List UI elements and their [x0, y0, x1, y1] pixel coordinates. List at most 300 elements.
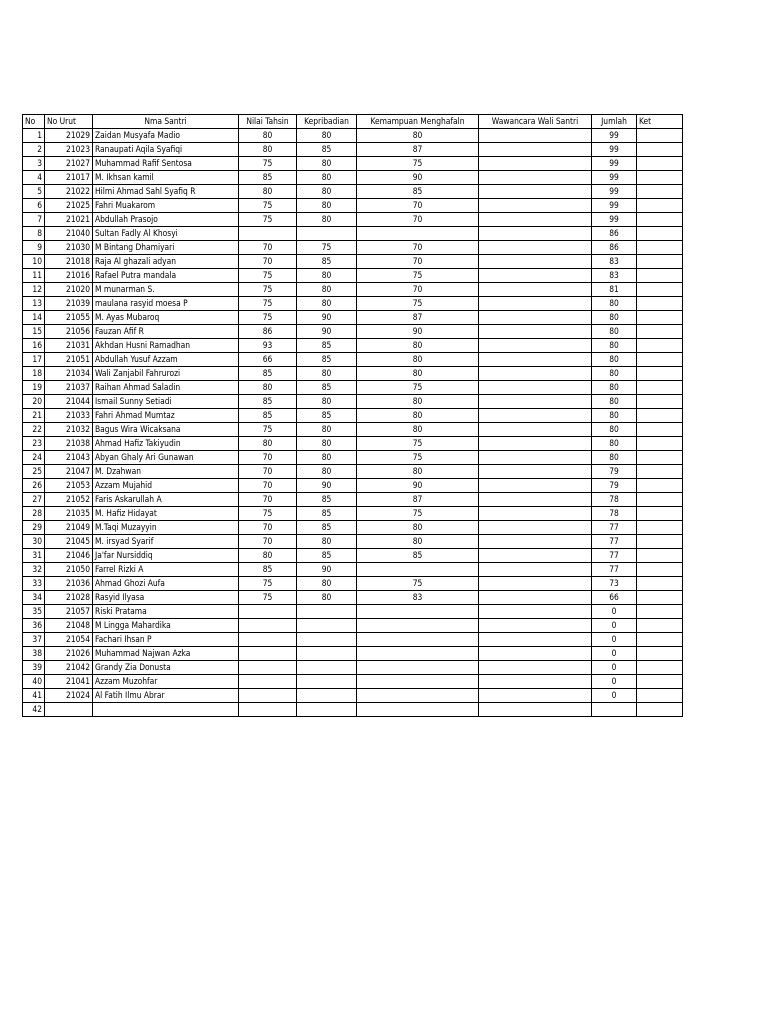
- cell-no-urut: 21052: [45, 493, 93, 507]
- header-wawancara-wali-santri: Wawancara Wali Santri: [479, 115, 592, 129]
- cell-no-urut: [45, 703, 93, 717]
- cell-kemampuan-menghafal: 80: [357, 409, 479, 423]
- cell-nama-santri: M munarman S.: [93, 283, 239, 297]
- cell-kepribadian: 80: [297, 199, 357, 213]
- cell-no-urut: 21053: [45, 479, 93, 493]
- table-row: [23, 479, 683, 493]
- table-row: [23, 339, 683, 353]
- table-row: [23, 171, 683, 185]
- cell-ket: [637, 269, 683, 283]
- cell-nilai-tahsin: 75: [239, 507, 297, 521]
- cell-no-urut: 21040: [45, 227, 93, 241]
- cell-no: 13: [23, 297, 45, 311]
- cell-wawancara: [479, 241, 592, 255]
- cell-no: 22: [23, 423, 45, 437]
- cell-kemampuan-menghafal: 80: [357, 465, 479, 479]
- table-row: [23, 605, 683, 619]
- cell-kemampuan-menghafal: 70: [357, 283, 479, 297]
- cell-wawancara: [479, 647, 592, 661]
- cell-jumlah: 86: [592, 241, 637, 255]
- cell-wawancara: [479, 465, 592, 479]
- cell-no-urut: 21028: [45, 591, 93, 605]
- cell-jumlah: 80: [592, 325, 637, 339]
- cell-no: 28: [23, 507, 45, 521]
- cell-no: 9: [23, 241, 45, 255]
- cell-no: 39: [23, 661, 45, 675]
- cell-nama-santri: Riski Pratama: [93, 605, 239, 619]
- table-row: [23, 675, 683, 689]
- header-no-urut: No Urut: [45, 115, 93, 129]
- table-row: [23, 409, 683, 423]
- cell-ket: [637, 311, 683, 325]
- cell-nama-santri: Farrel Rizki A: [93, 563, 239, 577]
- cell-wawancara: [479, 493, 592, 507]
- cell-ket: [637, 549, 683, 563]
- cell-no: 26: [23, 479, 45, 493]
- cell-no-urut: 21044: [45, 395, 93, 409]
- table-row: [23, 493, 683, 507]
- cell-ket: [637, 479, 683, 493]
- cell-nilai-tahsin: 75: [239, 577, 297, 591]
- cell-jumlah: 80: [592, 297, 637, 311]
- cell-jumlah: 80: [592, 311, 637, 325]
- cell-wawancara: [479, 311, 592, 325]
- cell-no-urut: 21036: [45, 577, 93, 591]
- cell-ket: [637, 563, 683, 577]
- cell-ket: [637, 255, 683, 269]
- cell-ket: [637, 647, 683, 661]
- cell-nama-santri: M Bintang Dhamiyari: [93, 241, 239, 255]
- cell-nama-santri: Ja'far Nursiddiq: [93, 549, 239, 563]
- cell-ket: [637, 339, 683, 353]
- cell-kepribadian: [297, 647, 357, 661]
- cell-nama-santri: Azzam Muzohfar: [93, 675, 239, 689]
- cell-ket: [637, 185, 683, 199]
- cell-no-urut: 21026: [45, 647, 93, 661]
- cell-ket: [637, 227, 683, 241]
- cell-jumlah: 83: [592, 269, 637, 283]
- table-row: [23, 381, 683, 395]
- cell-nilai-tahsin: 80: [239, 143, 297, 157]
- cell-ket: [637, 423, 683, 437]
- cell-kemampuan-menghafal: 75: [357, 269, 479, 283]
- cell-kemampuan-menghafal: 75: [357, 437, 479, 451]
- cell-nilai-tahsin: 85: [239, 409, 297, 423]
- cell-wawancara: [479, 143, 592, 157]
- table-row: [23, 451, 683, 465]
- cell-jumlah: 77: [592, 535, 637, 549]
- cell-no: 41: [23, 689, 45, 703]
- cell-kemampuan-menghafal: 90: [357, 479, 479, 493]
- table-row: [23, 619, 683, 633]
- cell-kemampuan-menghafal: 90: [357, 171, 479, 185]
- cell-ket: [637, 591, 683, 605]
- cell-wawancara: [479, 269, 592, 283]
- cell-kemampuan-menghafal: 83: [357, 591, 479, 605]
- cell-kemampuan-menghafal: 85: [357, 549, 479, 563]
- cell-jumlah: 77: [592, 549, 637, 563]
- cell-ket: [637, 437, 683, 451]
- cell-jumlah: 0: [592, 661, 637, 675]
- cell-nama-santri: M. Ayas Mubaroq: [93, 311, 239, 325]
- cell-wawancara: [479, 535, 592, 549]
- cell-nama-santri: Rasyid Ilyasa: [93, 591, 239, 605]
- cell-wawancara: [479, 633, 592, 647]
- cell-nama-santri: Abdullah Prasojo: [93, 213, 239, 227]
- cell-nama-santri: Ranaupati Aqila Syafiqi: [93, 143, 239, 157]
- cell-wawancara: [479, 325, 592, 339]
- cell-nilai-tahsin: 66: [239, 353, 297, 367]
- cell-kemampuan-menghafal: 90: [357, 325, 479, 339]
- header-ket: Ket: [637, 115, 683, 129]
- cell-nilai-tahsin: 70: [239, 521, 297, 535]
- cell-no: 10: [23, 255, 45, 269]
- table-row: [23, 633, 683, 647]
- cell-jumlah: 0: [592, 605, 637, 619]
- cell-jumlah: 66: [592, 591, 637, 605]
- cell-no: 32: [23, 563, 45, 577]
- cell-jumlah: 81: [592, 283, 637, 297]
- cell-no: 2: [23, 143, 45, 157]
- cell-no-urut: 21024: [45, 689, 93, 703]
- cell-jumlah: 78: [592, 507, 637, 521]
- cell-nama-santri: Wali Zanjabil Fahrurozi: [93, 367, 239, 381]
- cell-kepribadian: [297, 227, 357, 241]
- cell-kepribadian: [297, 703, 357, 717]
- cell-nilai-tahsin: 75: [239, 423, 297, 437]
- cell-kemampuan-menghafal: [357, 619, 479, 633]
- cell-ket: [637, 143, 683, 157]
- cell-kepribadian: 80: [297, 283, 357, 297]
- cell-no: 17: [23, 353, 45, 367]
- cell-nama-santri: Fahri Muakarom: [93, 199, 239, 213]
- cell-no-urut: 21037: [45, 381, 93, 395]
- cell-jumlah: 86: [592, 227, 637, 241]
- cell-nilai-tahsin: 75: [239, 269, 297, 283]
- cell-no-urut: 21023: [45, 143, 93, 157]
- cell-jumlah: 99: [592, 143, 637, 157]
- cell-jumlah: 80: [592, 395, 637, 409]
- cell-kepribadian: 85: [297, 409, 357, 423]
- table-row: [23, 213, 683, 227]
- cell-nama-santri: Ismail Sunny Setiadi: [93, 395, 239, 409]
- table-row: [23, 689, 683, 703]
- cell-kepribadian: 85: [297, 143, 357, 157]
- cell-kemampuan-menghafal: [357, 689, 479, 703]
- cell-no: 11: [23, 269, 45, 283]
- cell-no: 20: [23, 395, 45, 409]
- cell-nama-santri: Bagus Wira Wicaksana: [93, 423, 239, 437]
- cell-wawancara: [479, 437, 592, 451]
- table-row: [23, 255, 683, 269]
- cell-kepribadian: 80: [297, 591, 357, 605]
- cell-ket: [637, 619, 683, 633]
- cell-kemampuan-menghafal: 87: [357, 143, 479, 157]
- cell-wawancara: [479, 577, 592, 591]
- cell-jumlah: 0: [592, 689, 637, 703]
- cell-nilai-tahsin: 70: [239, 465, 297, 479]
- cell-no-urut: 21048: [45, 619, 93, 633]
- table-row: [23, 647, 683, 661]
- cell-no: 16: [23, 339, 45, 353]
- cell-nilai-tahsin: 75: [239, 311, 297, 325]
- cell-nama-santri: Rafael Putra mandala: [93, 269, 239, 283]
- cell-no-urut: 21047: [45, 465, 93, 479]
- cell-kepribadian: 80: [297, 367, 357, 381]
- cell-no-urut: 21045: [45, 535, 93, 549]
- table-row: [23, 661, 683, 675]
- cell-nilai-tahsin: 75: [239, 213, 297, 227]
- cell-kepribadian: 90: [297, 563, 357, 577]
- cell-kemampuan-menghafal: 75: [357, 507, 479, 521]
- cell-no-urut: 21043: [45, 451, 93, 465]
- cell-nilai-tahsin: 70: [239, 535, 297, 549]
- cell-jumlah: 80: [592, 381, 637, 395]
- cell-jumlah: 80: [592, 339, 637, 353]
- cell-no-urut: 21042: [45, 661, 93, 675]
- cell-kemampuan-menghafal: 80: [357, 423, 479, 437]
- cell-ket: [637, 213, 683, 227]
- cell-jumlah: 99: [592, 129, 637, 143]
- cell-kepribadian: 80: [297, 465, 357, 479]
- cell-nama-santri: Zaidan Musyafa Madio: [93, 129, 239, 143]
- cell-no: 31: [23, 549, 45, 563]
- cell-ket: [637, 297, 683, 311]
- cell-ket: [637, 633, 683, 647]
- cell-no: 19: [23, 381, 45, 395]
- cell-nama-santri: Abdullah Yusuf Azzam: [93, 353, 239, 367]
- cell-nilai-tahsin: 70: [239, 479, 297, 493]
- cell-kepribadian: 85: [297, 549, 357, 563]
- cell-kepribadian: [297, 661, 357, 675]
- cell-kemampuan-menghafal: 80: [357, 535, 479, 549]
- cell-kepribadian: [297, 689, 357, 703]
- cell-jumlah: 78: [592, 493, 637, 507]
- cell-nama-santri: Faris Askarullah A: [93, 493, 239, 507]
- cell-kepribadian: 90: [297, 311, 357, 325]
- cell-kepribadian: 80: [297, 297, 357, 311]
- cell-no: 14: [23, 311, 45, 325]
- cell-kemampuan-menghafal: [357, 605, 479, 619]
- cell-ket: [637, 283, 683, 297]
- cell-no: 42: [23, 703, 45, 717]
- cell-nilai-tahsin: [239, 703, 297, 717]
- cell-nilai-tahsin: [239, 633, 297, 647]
- cell-no-urut: 21050: [45, 563, 93, 577]
- cell-jumlah: 83: [592, 255, 637, 269]
- cell-ket: [637, 465, 683, 479]
- cell-jumlah: 0: [592, 647, 637, 661]
- cell-wawancara: [479, 563, 592, 577]
- cell-no-urut: 21033: [45, 409, 93, 423]
- cell-wawancara: [479, 395, 592, 409]
- table-row: [23, 577, 683, 591]
- cell-kemampuan-menghafal: 87: [357, 311, 479, 325]
- cell-no-urut: 21025: [45, 199, 93, 213]
- cell-no-urut: 21035: [45, 507, 93, 521]
- cell-ket: [637, 521, 683, 535]
- cell-wawancara: [479, 339, 592, 353]
- cell-kemampuan-menghafal: 80: [357, 521, 479, 535]
- cell-kepribadian: [297, 633, 357, 647]
- cell-jumlah: 80: [592, 353, 637, 367]
- table-row: [23, 129, 683, 143]
- cell-nama-santri: Ahmad Ghozi Aufa: [93, 577, 239, 591]
- cell-nama-santri: Azzam Mujahid: [93, 479, 239, 493]
- cell-wawancara: [479, 675, 592, 689]
- cell-wawancara: [479, 367, 592, 381]
- table-body: [23, 129, 683, 717]
- cell-nilai-tahsin: 75: [239, 157, 297, 171]
- cell-nilai-tahsin: [239, 689, 297, 703]
- table-row: [23, 423, 683, 437]
- cell-no: 34: [23, 591, 45, 605]
- cell-nilai-tahsin: 75: [239, 591, 297, 605]
- cell-nilai-tahsin: 86: [239, 325, 297, 339]
- cell-wawancara: [479, 703, 592, 717]
- cell-no: 37: [23, 633, 45, 647]
- cell-ket: [637, 605, 683, 619]
- cell-nama-santri: Hilmi Ahmad Sahl Syafiq R: [93, 185, 239, 199]
- table-row: [23, 283, 683, 297]
- cell-wawancara: [479, 605, 592, 619]
- cell-no: 40: [23, 675, 45, 689]
- cell-kemampuan-menghafal: 75: [357, 157, 479, 171]
- cell-no-urut: 21017: [45, 171, 93, 185]
- cell-kemampuan-menghafal: 70: [357, 241, 479, 255]
- cell-ket: [637, 409, 683, 423]
- table-row: [23, 535, 683, 549]
- cell-nama-santri: Fauzan Afif R: [93, 325, 239, 339]
- cell-kepribadian: 75: [297, 241, 357, 255]
- cell-jumlah: 77: [592, 563, 637, 577]
- cell-jumlah: 0: [592, 675, 637, 689]
- cell-nama-santri: Grandy Zia Donusta: [93, 661, 239, 675]
- header-kepribadian: Kepribadian: [297, 115, 357, 129]
- score-table: [22, 114, 683, 717]
- header-no: No: [23, 115, 45, 129]
- cell-kepribadian: 90: [297, 325, 357, 339]
- cell-kepribadian: 80: [297, 129, 357, 143]
- cell-no: 24: [23, 451, 45, 465]
- cell-kemampuan-menghafal: 80: [357, 353, 479, 367]
- cell-jumlah: 0: [592, 619, 637, 633]
- cell-nilai-tahsin: [239, 675, 297, 689]
- cell-no-urut: 21029: [45, 129, 93, 143]
- cell-ket: [637, 451, 683, 465]
- cell-nama-santri: Raja Al ghazali adyan: [93, 255, 239, 269]
- cell-no-urut: 21041: [45, 675, 93, 689]
- cell-nilai-tahsin: [239, 605, 297, 619]
- cell-nama-santri: Muhammad Najwan Azka: [93, 647, 239, 661]
- cell-kepribadian: 80: [297, 577, 357, 591]
- cell-no-urut: 21020: [45, 283, 93, 297]
- cell-ket: [637, 689, 683, 703]
- cell-wawancara: [479, 451, 592, 465]
- cell-jumlah: 99: [592, 199, 637, 213]
- cell-kepribadian: 90: [297, 479, 357, 493]
- cell-no: 36: [23, 619, 45, 633]
- cell-kemampuan-menghafal: 70: [357, 199, 479, 213]
- cell-nama-santri: M. irsyad Syarif: [93, 535, 239, 549]
- table-row: [23, 549, 683, 563]
- header-jumlah: Jumlah: [592, 115, 637, 129]
- cell-no: 35: [23, 605, 45, 619]
- cell-kepribadian: 85: [297, 255, 357, 269]
- cell-wawancara: [479, 689, 592, 703]
- cell-ket: [637, 157, 683, 171]
- cell-kepribadian: 85: [297, 381, 357, 395]
- cell-kemampuan-menghafal: [357, 633, 479, 647]
- cell-kepribadian: 80: [297, 213, 357, 227]
- cell-ket: [637, 493, 683, 507]
- cell-ket: [637, 171, 683, 185]
- cell-nilai-tahsin: 75: [239, 283, 297, 297]
- cell-no: 8: [23, 227, 45, 241]
- cell-wawancara: [479, 619, 592, 633]
- cell-nama-santri: M. Dzahwan: [93, 465, 239, 479]
- cell-nilai-tahsin: [239, 647, 297, 661]
- cell-wawancara: [479, 171, 592, 185]
- cell-nilai-tahsin: 80: [239, 381, 297, 395]
- cell-no: 21: [23, 409, 45, 423]
- cell-kepribadian: 80: [297, 423, 357, 437]
- cell-kemampuan-menghafal: [357, 563, 479, 577]
- cell-kemampuan-menghafal: 75: [357, 297, 479, 311]
- cell-wawancara: [479, 227, 592, 241]
- cell-jumlah: [592, 703, 637, 717]
- cell-kepribadian: 85: [297, 507, 357, 521]
- table-row: [23, 227, 683, 241]
- table-row: [23, 325, 683, 339]
- cell-ket: [637, 381, 683, 395]
- cell-nilai-tahsin: 70: [239, 255, 297, 269]
- cell-wawancara: [479, 129, 592, 143]
- table-row: [23, 157, 683, 171]
- cell-nama-santri: Ahmad Hafiz Takiyudin: [93, 437, 239, 451]
- cell-kemampuan-menghafal: 80: [357, 339, 479, 353]
- cell-no: 27: [23, 493, 45, 507]
- cell-ket: [637, 325, 683, 339]
- cell-wawancara: [479, 157, 592, 171]
- cell-nilai-tahsin: 85: [239, 171, 297, 185]
- cell-kemampuan-menghafal: 75: [357, 381, 479, 395]
- cell-jumlah: 99: [592, 185, 637, 199]
- cell-nama-santri: Al Fatih Ilmu Abrar: [93, 689, 239, 703]
- cell-nilai-tahsin: 80: [239, 549, 297, 563]
- cell-no: 15: [23, 325, 45, 339]
- table-row: [23, 703, 683, 717]
- cell-no-urut: 21057: [45, 605, 93, 619]
- cell-nama-santri: maulana rasyid moesa P: [93, 297, 239, 311]
- cell-ket: [637, 661, 683, 675]
- cell-kemampuan-menghafal: [357, 227, 479, 241]
- cell-nama-santri: Fahri Ahmad Mumtaz: [93, 409, 239, 423]
- cell-nama-santri: Sultan Fadly Al Khosyi: [93, 227, 239, 241]
- cell-no-urut: 21049: [45, 521, 93, 535]
- header-row: [23, 115, 683, 129]
- cell-no: 3: [23, 157, 45, 171]
- cell-kemampuan-menghafal: 70: [357, 213, 479, 227]
- cell-no: 38: [23, 647, 45, 661]
- table-row: [23, 269, 683, 283]
- cell-kemampuan-menghafal: 70: [357, 255, 479, 269]
- cell-no-urut: 21054: [45, 633, 93, 647]
- cell-nama-santri: M.Taqi Muzayyin: [93, 521, 239, 535]
- cell-wawancara: [479, 213, 592, 227]
- cell-ket: [637, 535, 683, 549]
- cell-kepribadian: 85: [297, 493, 357, 507]
